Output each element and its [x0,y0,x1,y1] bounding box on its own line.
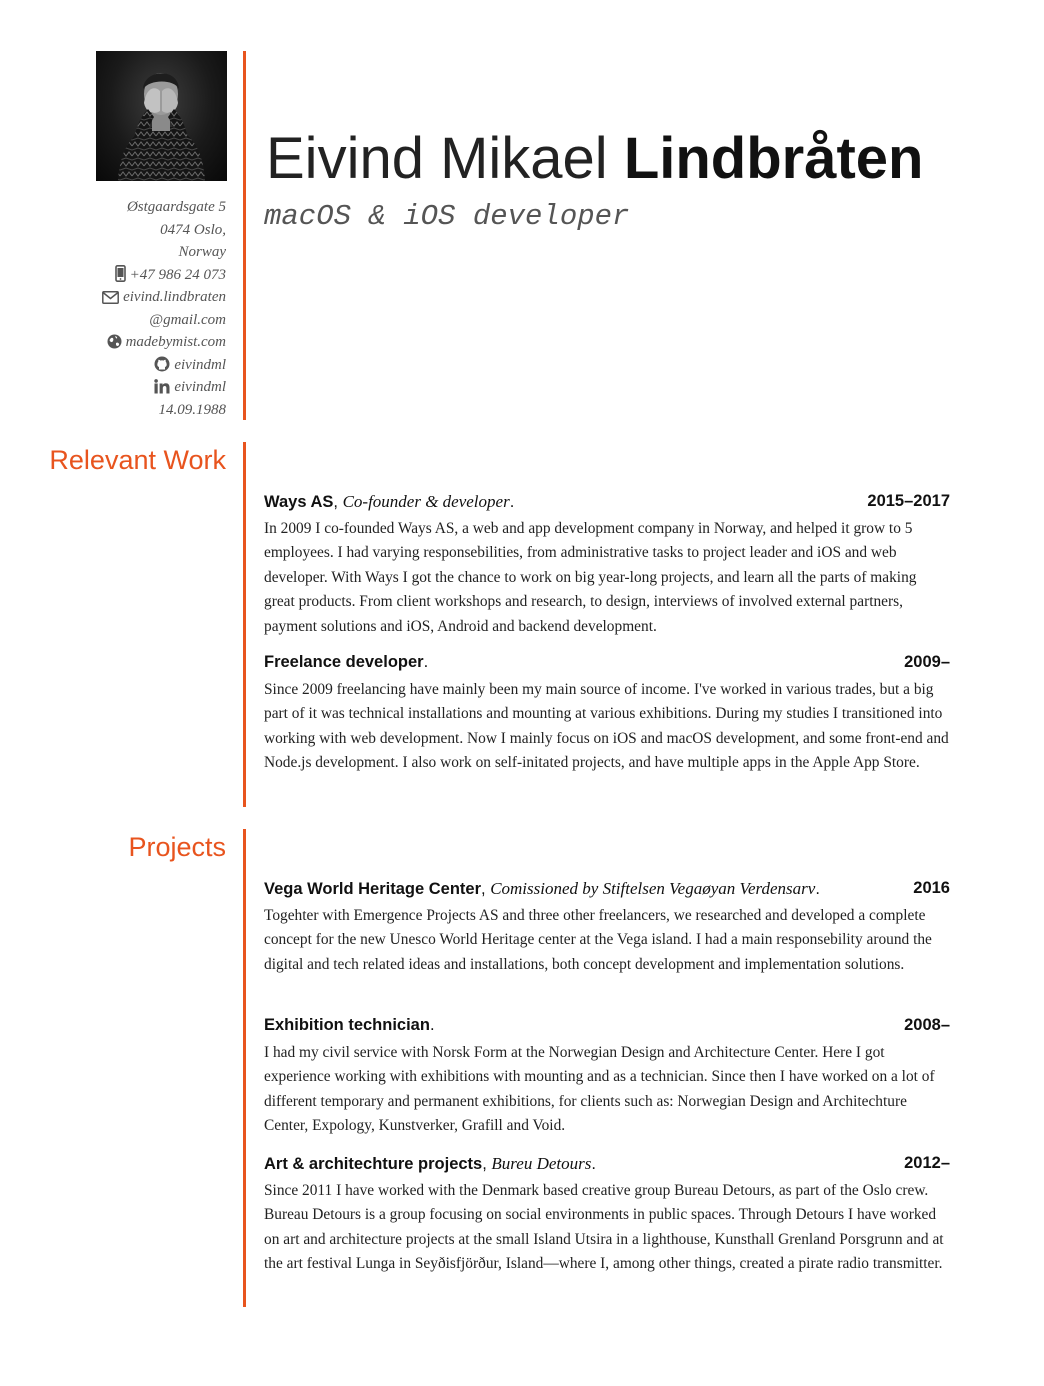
header-accent-rule [243,51,246,420]
email-line [66,286,226,309]
job-subtitle: macOS & iOS developer [264,200,630,233]
github-line [66,354,226,377]
entry-year: 2008– [904,1016,950,1034]
entry-year: 2012– [904,1154,950,1172]
entry-description: Since 2009 freelancing have mainly been my main source of income. I've worked in various trades, but a big part of it was technical installations and mounting at various exhibitions. During my studies I transitioned into working with web development. Now I mainly focus on iOS and macOS development, and some front-end and Node.js development. I also work on self-initated projects, and have multiple apps in the Apple App Store. [264,681,949,772]
address-line-1: Østgaardsgate 5 [126,199,226,215]
entry-freelance-developer [264,650,950,776]
entry-title: Vega World Heritage Center [264,880,482,898]
first-name: Eivind Mikael [266,126,608,191]
entry-role: Comissioned by Stiftelsen Vegaøyan Verdensarv [490,879,816,898]
email-user[interactable]: eivind.lindbraten [123,289,226,305]
birthdate: 14.09.1988 [158,401,226,418]
phone-line [66,264,226,287]
section-title-relevant-work: Relevant Work [49,445,226,475]
entry-header: Art & architechture projects, Bureu Detours. 2012– [264,1151,950,1176]
entry-title: Art & architechture projects [264,1155,483,1173]
section-title-projects: Projects [128,832,226,862]
entry-description: Togehter with Emergence Projects AS and three other freelancers, we researched and developed a complete concept for the new Unesco World Heritage center at the Vega island. I had a main responsebility around the digital and tech related ideas and installations, both concept development and implementation solutions. [264,907,932,973]
address-line-3: Norway [178,244,226,260]
linkedin-handle[interactable]: eivindml [174,379,226,395]
last-name: Lindbråten [623,126,924,191]
mobile-phone-icon [115,265,126,282]
work-accent-rule [243,442,246,807]
entry-header: Exhibition technician. 2008– [264,1013,950,1038]
entry-year: 2015–2017 [867,492,950,510]
entry-vega-world-heritage [264,876,950,977]
address-line-2: 0474 Oslo, [160,221,226,238]
entry-exhibition-technician [264,1013,950,1139]
website-line [66,331,226,354]
entry-description: In 2009 I co-founded Ways AS, a web and app development company in Norway, and helped it grow to 5 employees. I had varying responsebilities, from administrative tasks to project leader and iOS and web developer. With Ways I got the chance to work on big year-long projects, and learn all the parts of making great products. From client workshops and research, to design, interviews of involved external partners, payment solutions and iOS, Android and backend development. [264,520,917,635]
envelope-icon [102,291,119,304]
github-icon [154,356,170,372]
entry-year: 2016 [913,879,950,897]
linkedin-line [66,376,226,399]
projects-accent-rule [243,829,246,1307]
website-link[interactable]: madebymist.com [125,334,226,350]
entry-title: Exhibition technician [264,1016,430,1034]
entry-ways-as [264,489,950,639]
contact-info [66,196,226,421]
github-handle[interactable]: eivindml [174,356,226,373]
person-name [266,124,923,194]
entry-header: Ways AS, Co-founder & developer. 2015–2017 [264,489,950,514]
linkedin-icon [154,379,170,394]
entry-title: Freelance developer [264,653,424,671]
entry-description: I had my civil service with Norsk Form at the Norwegian Design and Architecture Center. Here I got experience working with exhibitions with mounting and as a technician. Since then I have worked on a lot of different temporary and permanent exhibitions, for clients such as: Norwegian Design and Architechture Center, Expology, Kunstverker, Grafill and Void. [264,1044,935,1135]
entry-header: Freelance developer. 2009– [264,650,950,675]
entry-header: Vega World Heritage Center, Comissioned by Stiftelsen Vegaøyan Verdensarv. 2016 [264,876,950,901]
entry-art-architecture [264,1151,950,1277]
globe-icon [107,334,122,349]
entry-description: Since 2011 I have worked with the Denmark based creative group Bureau Detours, as part of the Oslo crew. Bureau Detours is a group focusing on social environments in public spaces. Through Detours I have worked on art and architecture projects at the small Island Utsira in a lighthouse, Kunsthall Grenland Porsgrunn and at the art festival Lunga in Seyðisfjörður, Island—where I, among other things, created a pirate radio transmitter. [264,1182,944,1273]
entry-title: Ways AS [264,493,334,511]
entry-role: Co-founder & developer [342,492,510,511]
email-domain[interactable]: @gmail.com [149,311,226,328]
profile-photo [96,51,227,181]
entry-role: Bureu Detours [491,1154,592,1173]
phone-number[interactable]: +47 986 24 073 [129,266,226,283]
entry-year: 2009– [904,653,950,671]
